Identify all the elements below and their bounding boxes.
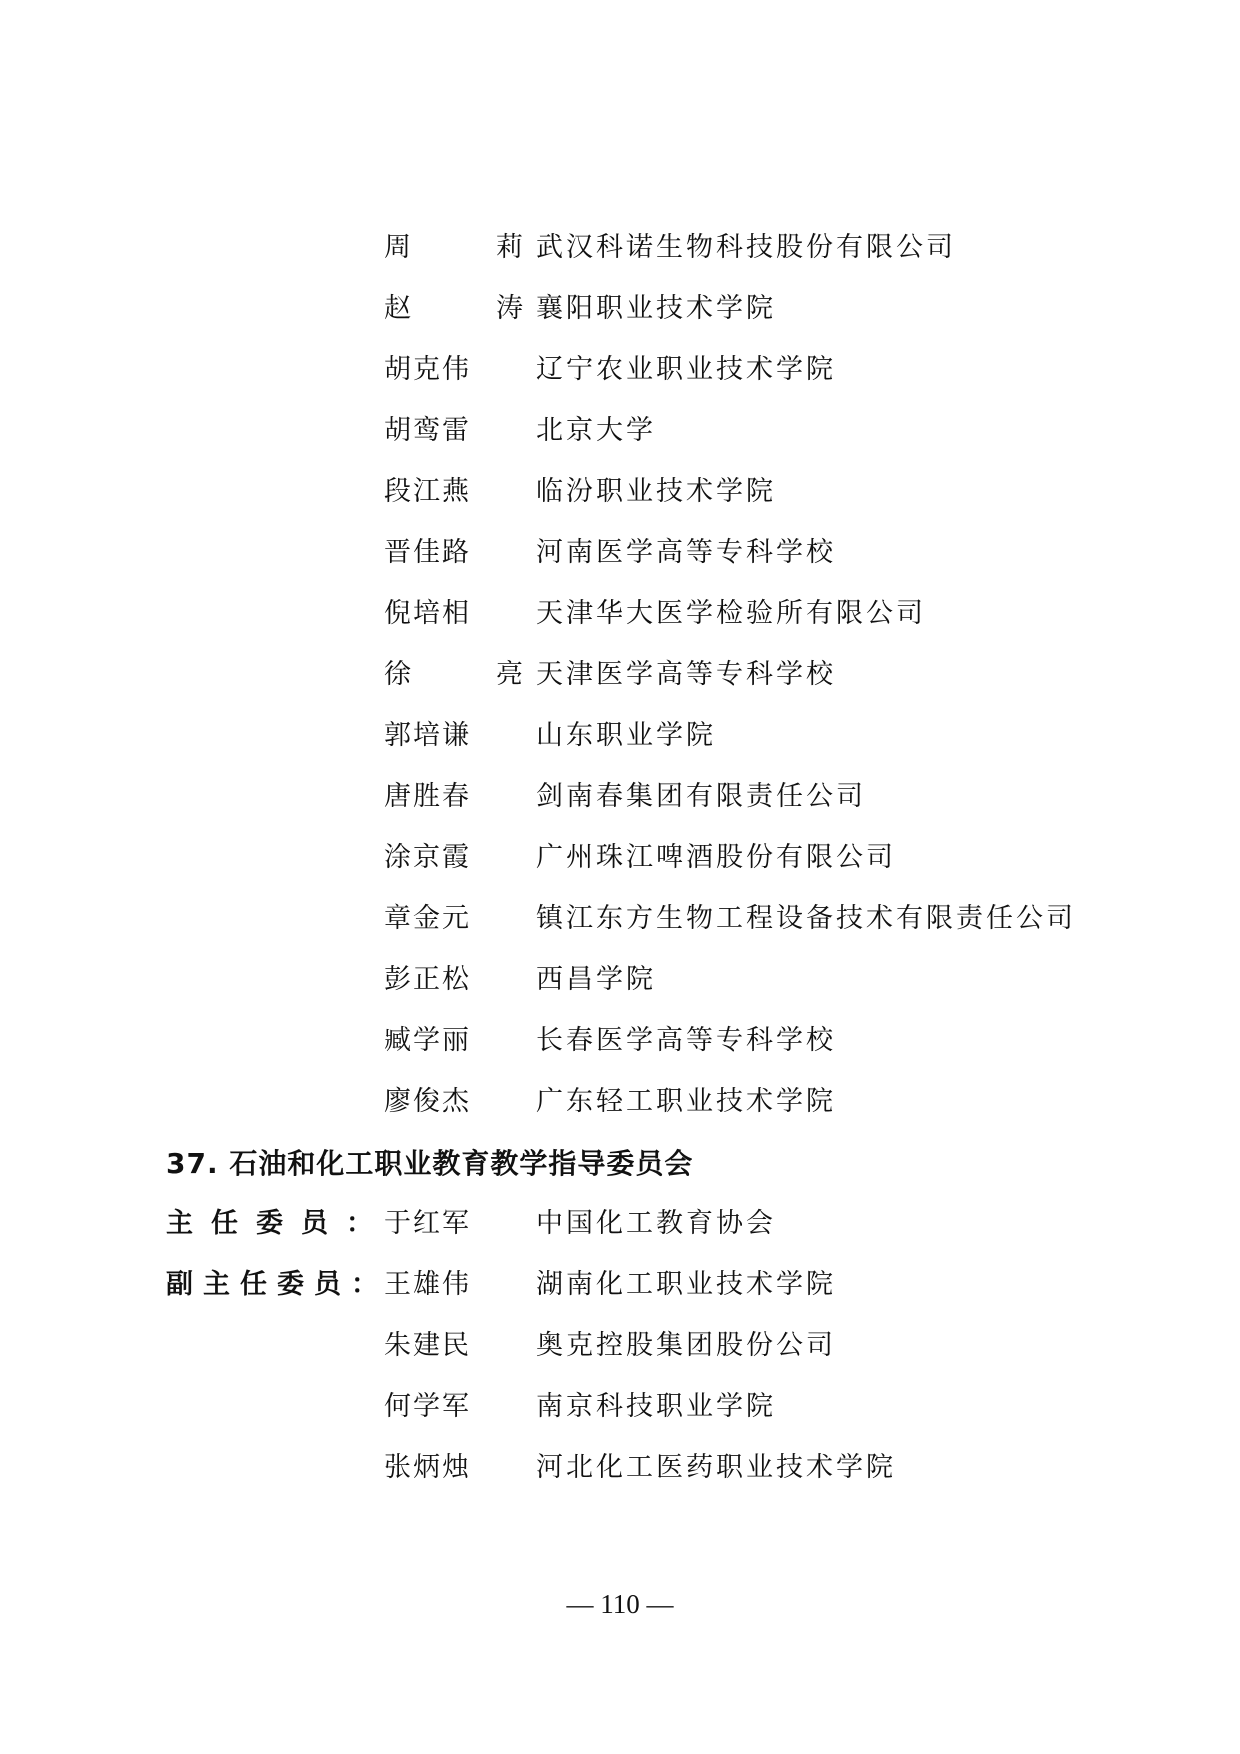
member-organization: 中国化工教育协会 bbox=[536, 1208, 776, 1239]
member-row bbox=[0, 592, 1240, 636]
member-name: 何学军 bbox=[384, 1391, 471, 1422]
member-name: 涂京霞 bbox=[384, 842, 471, 873]
member-row bbox=[0, 1019, 1240, 1063]
member-row bbox=[0, 470, 1240, 514]
member-name: 晋佳路 bbox=[384, 537, 471, 568]
member-organization: 剑南春集团有限责任公司 bbox=[536, 781, 866, 812]
member-name: 唐胜春 bbox=[384, 781, 471, 812]
section-heading: 37. 石油和化工职业教育教学指导委员会 bbox=[166, 1147, 694, 1180]
member-organization: 广州珠江啤酒股份有限公司 bbox=[536, 842, 896, 873]
member-organization: 山东职业学院 bbox=[536, 720, 716, 751]
member-name: 段江燕 bbox=[384, 476, 471, 507]
member-organization: 广东轻工职业技术学院 bbox=[536, 1086, 836, 1117]
member-name: 倪培相 bbox=[384, 598, 471, 629]
member-name: 胡鸾雷 bbox=[384, 415, 471, 446]
member-name: 周 莉 bbox=[384, 232, 552, 263]
member-organization: 长春医学高等专科学校 bbox=[536, 1025, 836, 1056]
member-role: 副主任委员： bbox=[166, 1269, 388, 1300]
member-organization: 襄阳职业技术学院 bbox=[536, 293, 776, 324]
page-number: — 110 — bbox=[566, 1589, 674, 1619]
member-organization: 临汾职业技术学院 bbox=[536, 476, 776, 507]
member-row bbox=[0, 409, 1240, 453]
member-organization: 奥克控股集团股份公司 bbox=[536, 1330, 836, 1361]
member-row bbox=[0, 1446, 1240, 1490]
member-organization: 河北化工医药职业技术学院 bbox=[536, 1452, 896, 1483]
member-name: 廖俊杰 bbox=[384, 1086, 471, 1117]
member-row bbox=[0, 714, 1240, 758]
member-name: 徐 亮 bbox=[384, 659, 552, 690]
member-organization: 南京科技职业学院 bbox=[536, 1391, 776, 1422]
member-organization: 天津医学高等专科学校 bbox=[536, 659, 836, 690]
member-name: 于红军 bbox=[384, 1208, 471, 1239]
member-name: 王雄伟 bbox=[384, 1269, 471, 1300]
member-row bbox=[0, 775, 1240, 819]
member-name: 赵 涛 bbox=[384, 293, 552, 324]
member-row bbox=[0, 531, 1240, 575]
member-row bbox=[0, 226, 1240, 270]
member-name: 朱建民 bbox=[384, 1330, 471, 1361]
member-name: 臧学丽 bbox=[384, 1025, 471, 1056]
member-row bbox=[0, 287, 1240, 331]
member-row bbox=[0, 897, 1240, 941]
member-row bbox=[0, 1324, 1240, 1368]
member-row bbox=[0, 836, 1240, 880]
member-organization: 西昌学院 bbox=[536, 964, 656, 995]
member-row bbox=[0, 958, 1240, 1002]
member-organization: 河南医学高等专科学校 bbox=[536, 537, 836, 568]
member-organization: 武汉科诺生物科技股份有限公司 bbox=[536, 232, 956, 263]
member-row bbox=[0, 1202, 1240, 1246]
member-organization: 镇江东方生物工程设备技术有限责任公司 bbox=[536, 903, 1076, 934]
member-organization: 天津华大医学检验所有限公司 bbox=[536, 598, 926, 629]
member-role: 主任委员： bbox=[166, 1208, 391, 1239]
member-name: 郭培谦 bbox=[384, 720, 471, 751]
member-organization: 辽宁农业职业技术学院 bbox=[536, 354, 836, 385]
member-organization: 北京大学 bbox=[536, 415, 656, 446]
member-row bbox=[0, 348, 1240, 392]
member-name: 胡克伟 bbox=[384, 354, 471, 385]
member-organization: 湖南化工职业技术学院 bbox=[536, 1269, 836, 1300]
member-row bbox=[0, 1080, 1240, 1124]
member-name: 章金元 bbox=[384, 903, 471, 934]
member-name: 张炳烛 bbox=[384, 1452, 471, 1483]
member-row bbox=[0, 653, 1240, 697]
member-row bbox=[0, 1385, 1240, 1429]
member-row bbox=[0, 1263, 1240, 1307]
member-name: 彭正松 bbox=[384, 964, 471, 995]
